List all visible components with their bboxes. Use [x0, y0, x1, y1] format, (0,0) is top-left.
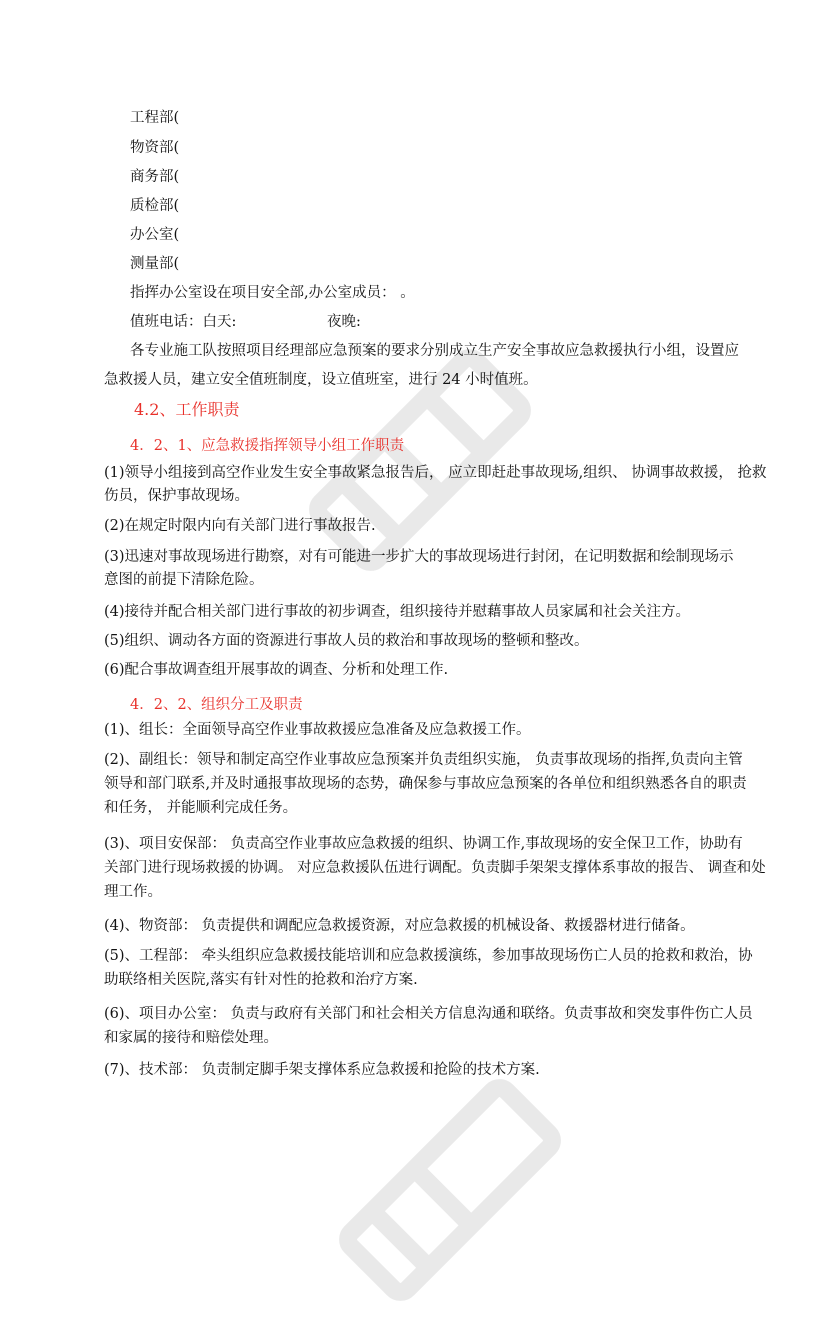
watermark-icon	[300, 1040, 600, 1340]
paragraph-line: 各专业施工队按照项目经理部应急预案的要求分别成立生产安全事故应急救援执行小组，设置应	[130, 343, 739, 359]
list-item: (4)接待并配合相关部门进行事故的初步调查，组织接待并慰藉事故人员家属和社会关注方。	[104, 604, 691, 620]
list-item: (1)、组长：全面领导高空作业事故救援应急准备及应急救援工作。	[104, 722, 531, 738]
list-item: (6)配合事故调查组开展事故的调查、分析和处理工作.	[104, 662, 449, 678]
list-item: 和任务， 并能顺利完成任务。	[104, 800, 298, 816]
office-line: 指挥办公室设在项目安全部,办公室成员： 。	[130, 285, 415, 301]
duty-phone-night: 夜晚:	[327, 314, 361, 330]
dept-line: 测量部(	[130, 256, 180, 272]
dept-line: 物资部(	[130, 140, 180, 156]
list-item: (2)、副组长：领导和制定高空作业事故应急预案并负责组织实施， 负责事故现场的指挥,负责向主管	[104, 752, 743, 768]
list-item: 伤员，保护事故现场。	[104, 488, 249, 504]
dept-line: 办公室(	[130, 227, 180, 243]
section-title: 4.2、工作职责	[134, 400, 240, 419]
list-item: 助联络相关医院,落实有针对性的抢救和治疗方案.	[104, 972, 418, 988]
list-item: (6)、项目办公室： 负责与政府有关部门和社会相关方信息沟通和联络。负责事故和突发事件伤亡人员	[104, 1006, 753, 1022]
dept-line: 质检部(	[130, 198, 180, 214]
list-item: (1)领导小组接到高空作业发生安全事故紧急报告后， 应立即赶赴事故现场,组织、 协调事故救援， 抢救	[104, 465, 767, 481]
duty-phone-day: 值班电话：白天:	[130, 314, 237, 330]
list-item: (3)迅速对事故现场进行勘察，对有可能进一步扩大的事故现场进行封闭，在记明数据和绘制现场示	[104, 549, 734, 565]
list-item: (4)、物资部： 负责提供和调配应急救援资源，对应急救援的机械设备、救援器材进行储备。	[104, 918, 695, 934]
list-item: (3)、项目安保部： 负责高空作业事故应急救援的组织、协调工作,事故现场的安全保卫工作，协助有	[104, 836, 743, 852]
subsection-title: 4．2、1、应急救援指挥领导小组工作职责	[130, 438, 405, 454]
list-item: (5)、工程部： 牵头组织应急救援技能培训和应急救援演练，参加事故现场伤亡人员的抢救和救治，协	[104, 948, 753, 964]
subsection-title: 4．2、2、组织分工及职责	[130, 697, 303, 713]
list-item: 理工作。	[104, 884, 162, 900]
list-item: 关部门进行现场救援的协调。 对应急救援队伍进行调配。负责脚手架架支撑体系事故的报告、 调查和处	[104, 860, 766, 876]
list-item: 和家属的接待和赔偿处理。	[104, 1030, 278, 1046]
list-item: (7)、技术部： 负责制定脚手架支撑体系应急救援和抢险的技术方案.	[104, 1062, 540, 1078]
paragraph-line: 急救援人员，建立安全值班制度，设立值班室，进行 24 小时值班。	[104, 372, 538, 388]
list-item: (2)在规定时限内向有关部门进行事故报告.	[104, 518, 376, 534]
dept-line: 工程部(	[130, 110, 180, 126]
list-item: 意图的前提下清除危险。	[104, 572, 264, 588]
dept-line: 商务部(	[130, 169, 180, 185]
list-item: (5)组织、调动各方面的资源进行事故人员的救治和事故现场的整顿和整改。	[104, 633, 589, 649]
list-item: 领导和部门联系,并及时通报事故现场的态势，确保参与事故应急预案的各单位和组织熟悉各自的职责	[104, 776, 747, 792]
